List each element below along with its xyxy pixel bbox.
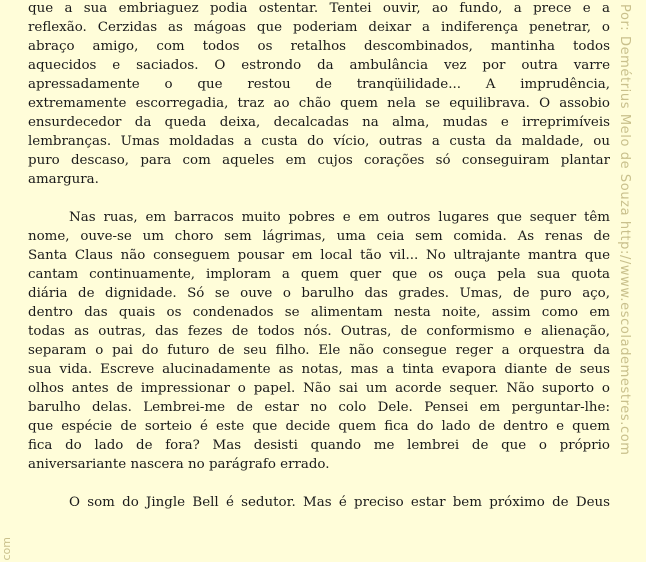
text-line: fica do lado de fora? Mas desisti quando me lembrei de que o próprio	[28, 438, 610, 453]
text-line: barulho delas. Lembrei-me de estar no colo Dele. Pensei em perguntar-lhe:	[28, 400, 610, 415]
text-line: abraço amigo, com todos os retalhos descombinados, mantinha todos	[28, 39, 610, 54]
text-line: diária de dignidade. Só se ouve o barulho das grades. Umas, de puro aço,	[28, 286, 610, 301]
text-line: que espécie de sorteio é este que decide quem fica do lado de dentro e quem	[28, 419, 610, 434]
text-line: separam o pai do futuro de seu filho. Ele não consegue reger a orquestra da	[28, 343, 610, 358]
text-line: nome, ouve-se um choro sem lágrimas, uma ceia sem comida. As renas de	[28, 229, 610, 244]
text-line: O som do Jingle Bell é sedutor. Mas é preciso estar bem próximo de Deus	[69, 495, 610, 510]
text-line: cantam continuamente, imploram a quem quer que os ouça pela sua quota	[28, 267, 610, 282]
text-line: que a sua embriaguez podia ostentar. Tentei ouvir, ao fundo, a prece e a	[28, 1, 610, 16]
text-line: todas as outras, das fezes de todos nós. Outras, de conformismo e alienação,	[28, 324, 610, 339]
corner-watermark	[0, 522, 14, 562]
text-line: extremamente escorregadia, traz ao chão quem nela se equilibrava. O assobio	[28, 96, 610, 111]
text-line: ensurdecedor da queda deixa, decalcadas na alma, mudas e irreprimíveis	[28, 115, 610, 130]
text-line: olhos antes de impressionar o papel. Não sai um acorde sequer. Não suporto o	[28, 381, 610, 396]
text-line: Nas ruas, em barracos muito pobres e em outros lugares que sequer têm	[69, 210, 610, 225]
corner-watermark-text: com	[0, 536, 13, 560]
vertical-watermark	[614, 0, 642, 562]
text-line: sua vida. Escreve alucinadamente as notas, mas a tinta evapora diante de seus	[28, 362, 610, 377]
text-line: apressadamente o que restou de tranqüilidade... A imprudência,	[28, 77, 610, 92]
text-line: aquecidos e saciados. O estrondo da ambulância vez por outra varre	[28, 58, 610, 73]
text-line: amargura.	[28, 172, 99, 187]
text-line: puro descaso, para com aqueles em cujos corações só conseguiram plantar	[28, 153, 610, 168]
text-line: reflexão. Cerzidas as mágoas que poderiam deixar a indiferença penetrar, o	[28, 20, 610, 35]
text-line: dentro das quais os condenados se alimentam nesta noite, assim como em	[28, 305, 610, 320]
text-line: aniversariante nascera no parágrafo errado.	[28, 457, 330, 472]
watermark-text: Por: Demétrius Melo de Souza http://www.escolademestres.com	[617, 4, 632, 456]
text-line: lembranças. Umas moldadas a custa do vício, outras a custa da maldade, ou	[28, 134, 610, 149]
text-line: Santa Claus não conseguem pousar em local tão vil... No ultrajante mantra que	[28, 248, 610, 263]
